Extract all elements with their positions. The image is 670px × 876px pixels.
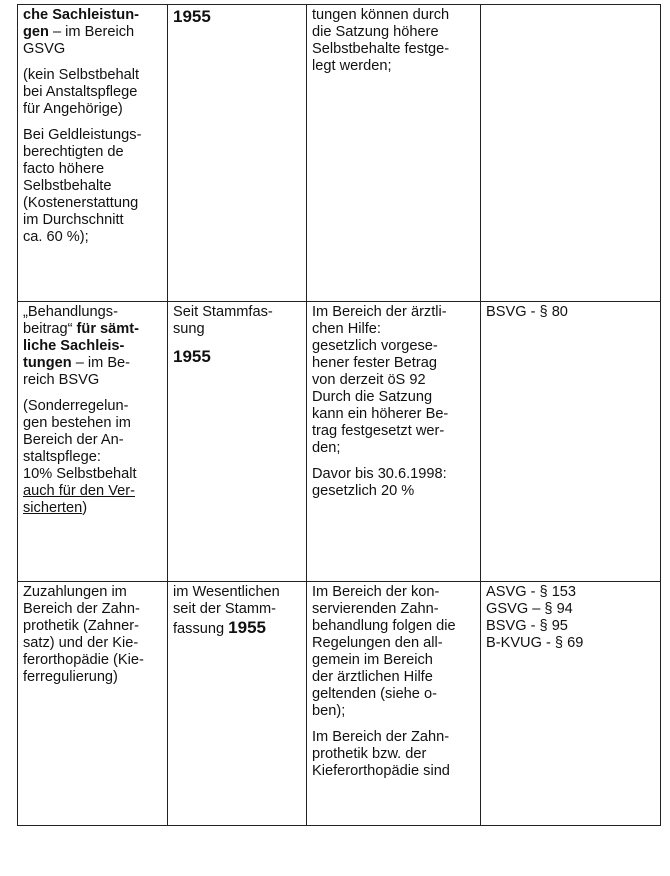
legal-comparison-table [17,4,661,826]
cell-legal-basis [481,5,661,302]
paragraph: (kein Selbstbehalt bei Anstaltspflege für Angehörige) [23,67,140,117]
year-label: 1955 [173,7,211,26]
cell-details: Im Bereich der ärztli- chen Hilfe: gesetzlich vorgese- hener fester Betrag von derzeit öS 92 Durch die Satzung kann ein höherer Be- trag festgesetzt wer- den; Davor bis 30.6.1998: gesetzlich 20 % [307,302,481,582]
cell-since: Seit Stammfas- sung 1955 [168,302,307,582]
cell-since: im Wesentlichen seit der Stamm- fassung 1955 [168,582,307,826]
text-line: GSVG [23,41,66,57]
cell-since [168,5,307,302]
cell-details: Im Bereich der kon- servierenden Zahn- behandlung folgen die Regelungen den all- gemein im Bereich der ärztlichen Hilfe geltenden (siehe o- ben); Im Bereich der Zahn- prothetik bzw. der Kieferorthopädie sind [307,582,481,826]
paragraph: Im Bereich der Zahn- prothetik bzw. der Kieferorthopädie sind [312,729,450,779]
text-line: gen – im Bereich [23,24,135,40]
table-row [18,302,661,582]
cell-measure: „Behandlungs- beitrag“ für sämt- liche Sachleis- tungen – im Be- reich BSVG (Sonderregelun- gen bestehen im Bereich der An- staltspflege: 10% Selbstbehalt auch für den Ver- sicherten) [18,302,168,582]
cell-legal-basis: BSVG - § 80 [481,302,661,582]
table-row [18,5,661,302]
paragraph: (Sonderregelun- gen bestehen im Bereich der An- staltspflege: 10% Selbstbehalt auch für den Ver- sicherten) [23,398,137,516]
cell-measure: Zuzahlungen im Bereich der Zahn- prothetik (Zahner- satz) und der Kie- ferorthopädie (Kie- ferregulierung) [18,582,168,826]
year-label: 1955 [173,347,211,366]
cell-measure [18,5,168,302]
cell-legal-basis: ASVG - § 153 GSVG – § 94 BSVG - § 95 B-KVUG - § 69 [481,582,661,826]
paragraph: Bei Geldleistungs- berechtigten de facto höhere Selbstbehalte (Kostenerstattung im Durchschnitt ca. 60 %); [23,127,142,245]
table-row [18,582,661,826]
year-label: 1955 [228,618,266,637]
paragraph: Davor bis 30.6.1998: gesetzlich 20 % [312,466,447,499]
text-line: che Sachleistun- [23,7,139,23]
cell-details: tungen können durch die Satzung höhere Selbstbehalte festge- legt werden; [307,5,481,302]
